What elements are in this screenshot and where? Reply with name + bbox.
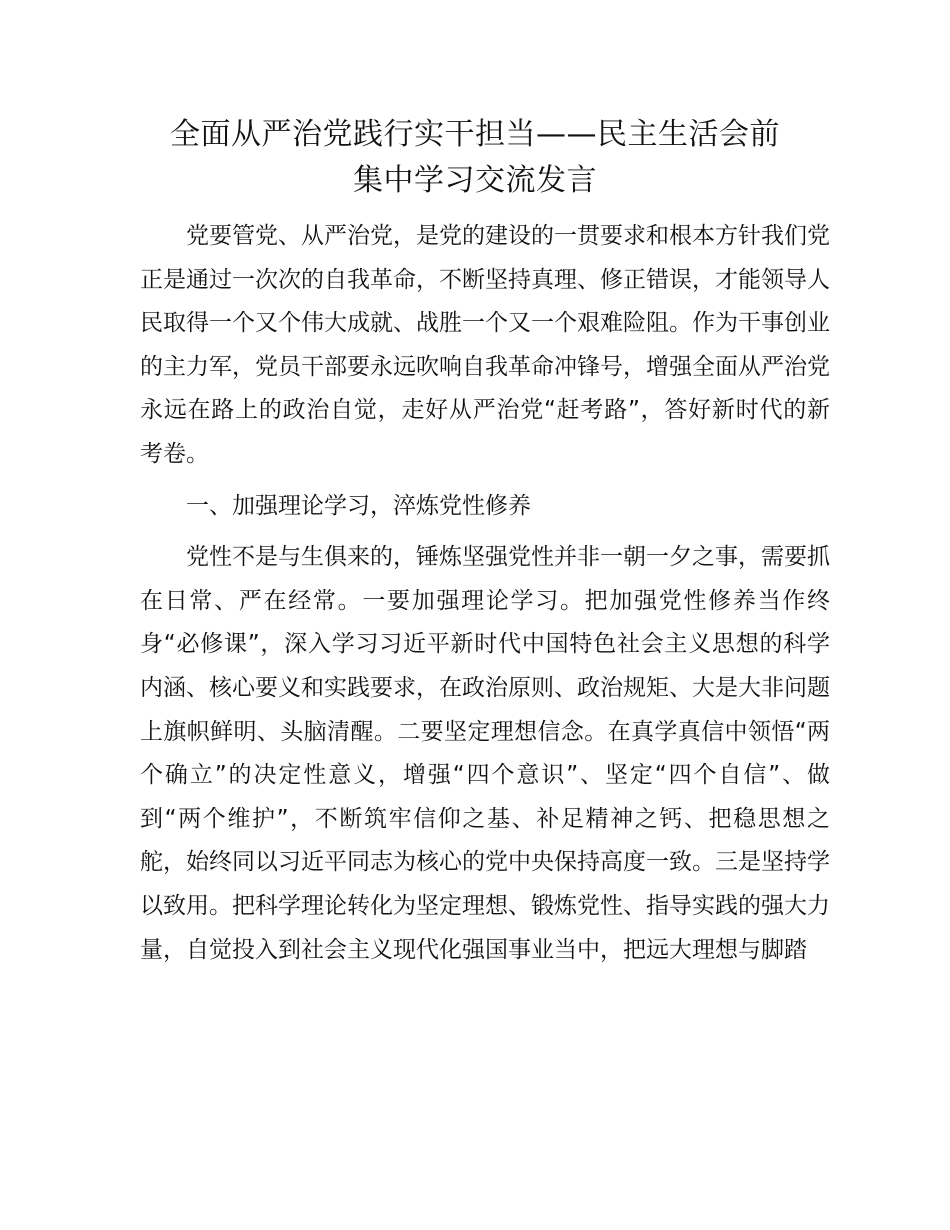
section-heading: 一、加强理论学习，淬炼党性修养 [186, 492, 531, 519]
intro-paragraph: 党要管党、从严治党，是党的建设的一贯要求和根本方针我们党正是通过一次次的自我革命，不断坚持真理、修正错误，才能领导人民取得一个又个伟大成就、战胜一个又一个艰难险阻。作为干事创业的主力军，党员干部要永远吹响自我革命冲锋号，增强全面从严治党永远在路上的政治自觉，走好从严治党“赶考路”，答好新时代的新考卷。 [140, 223, 830, 467]
document-body [140, 215, 830, 972]
title-line-2: 集中学习交流发言 [353, 163, 597, 198]
document-title [120, 112, 830, 204]
title-line-1: 全面从严治党践行实干担当——民主生活会前 [170, 117, 780, 152]
section-paragraph: 党性不是与生俱来的，锤炼坚强党性并非一朝一夕之事，需要抓在日常、严在经常。一要加强理论学习。把加强党性修养当作终身“必修课”，深入学习习近平新时代中国特色社会主义思想的科学内涵、核心要义和实践要求，在政治原则、政治规矩、大是大非问题上旗帜鲜明、头脑清醒。二要坚定理想信念。在真学真信中领悟“两个确立”的决定性意义，增强“四个意识”、坚定“四个自信”、做到“两个维护”，不断筑牢信仰之基、补足精神之钙、把稳思想之舵，始终同以习近平同志为核心的党中央保持高度一致。三是坚持学以致用。把科学理论转化为坚定理想、锻炼党性、指导实践的强大力量，自觉投入到社会主义现代化强国事业当中，把远大理想与脚踏 [140, 544, 830, 963]
